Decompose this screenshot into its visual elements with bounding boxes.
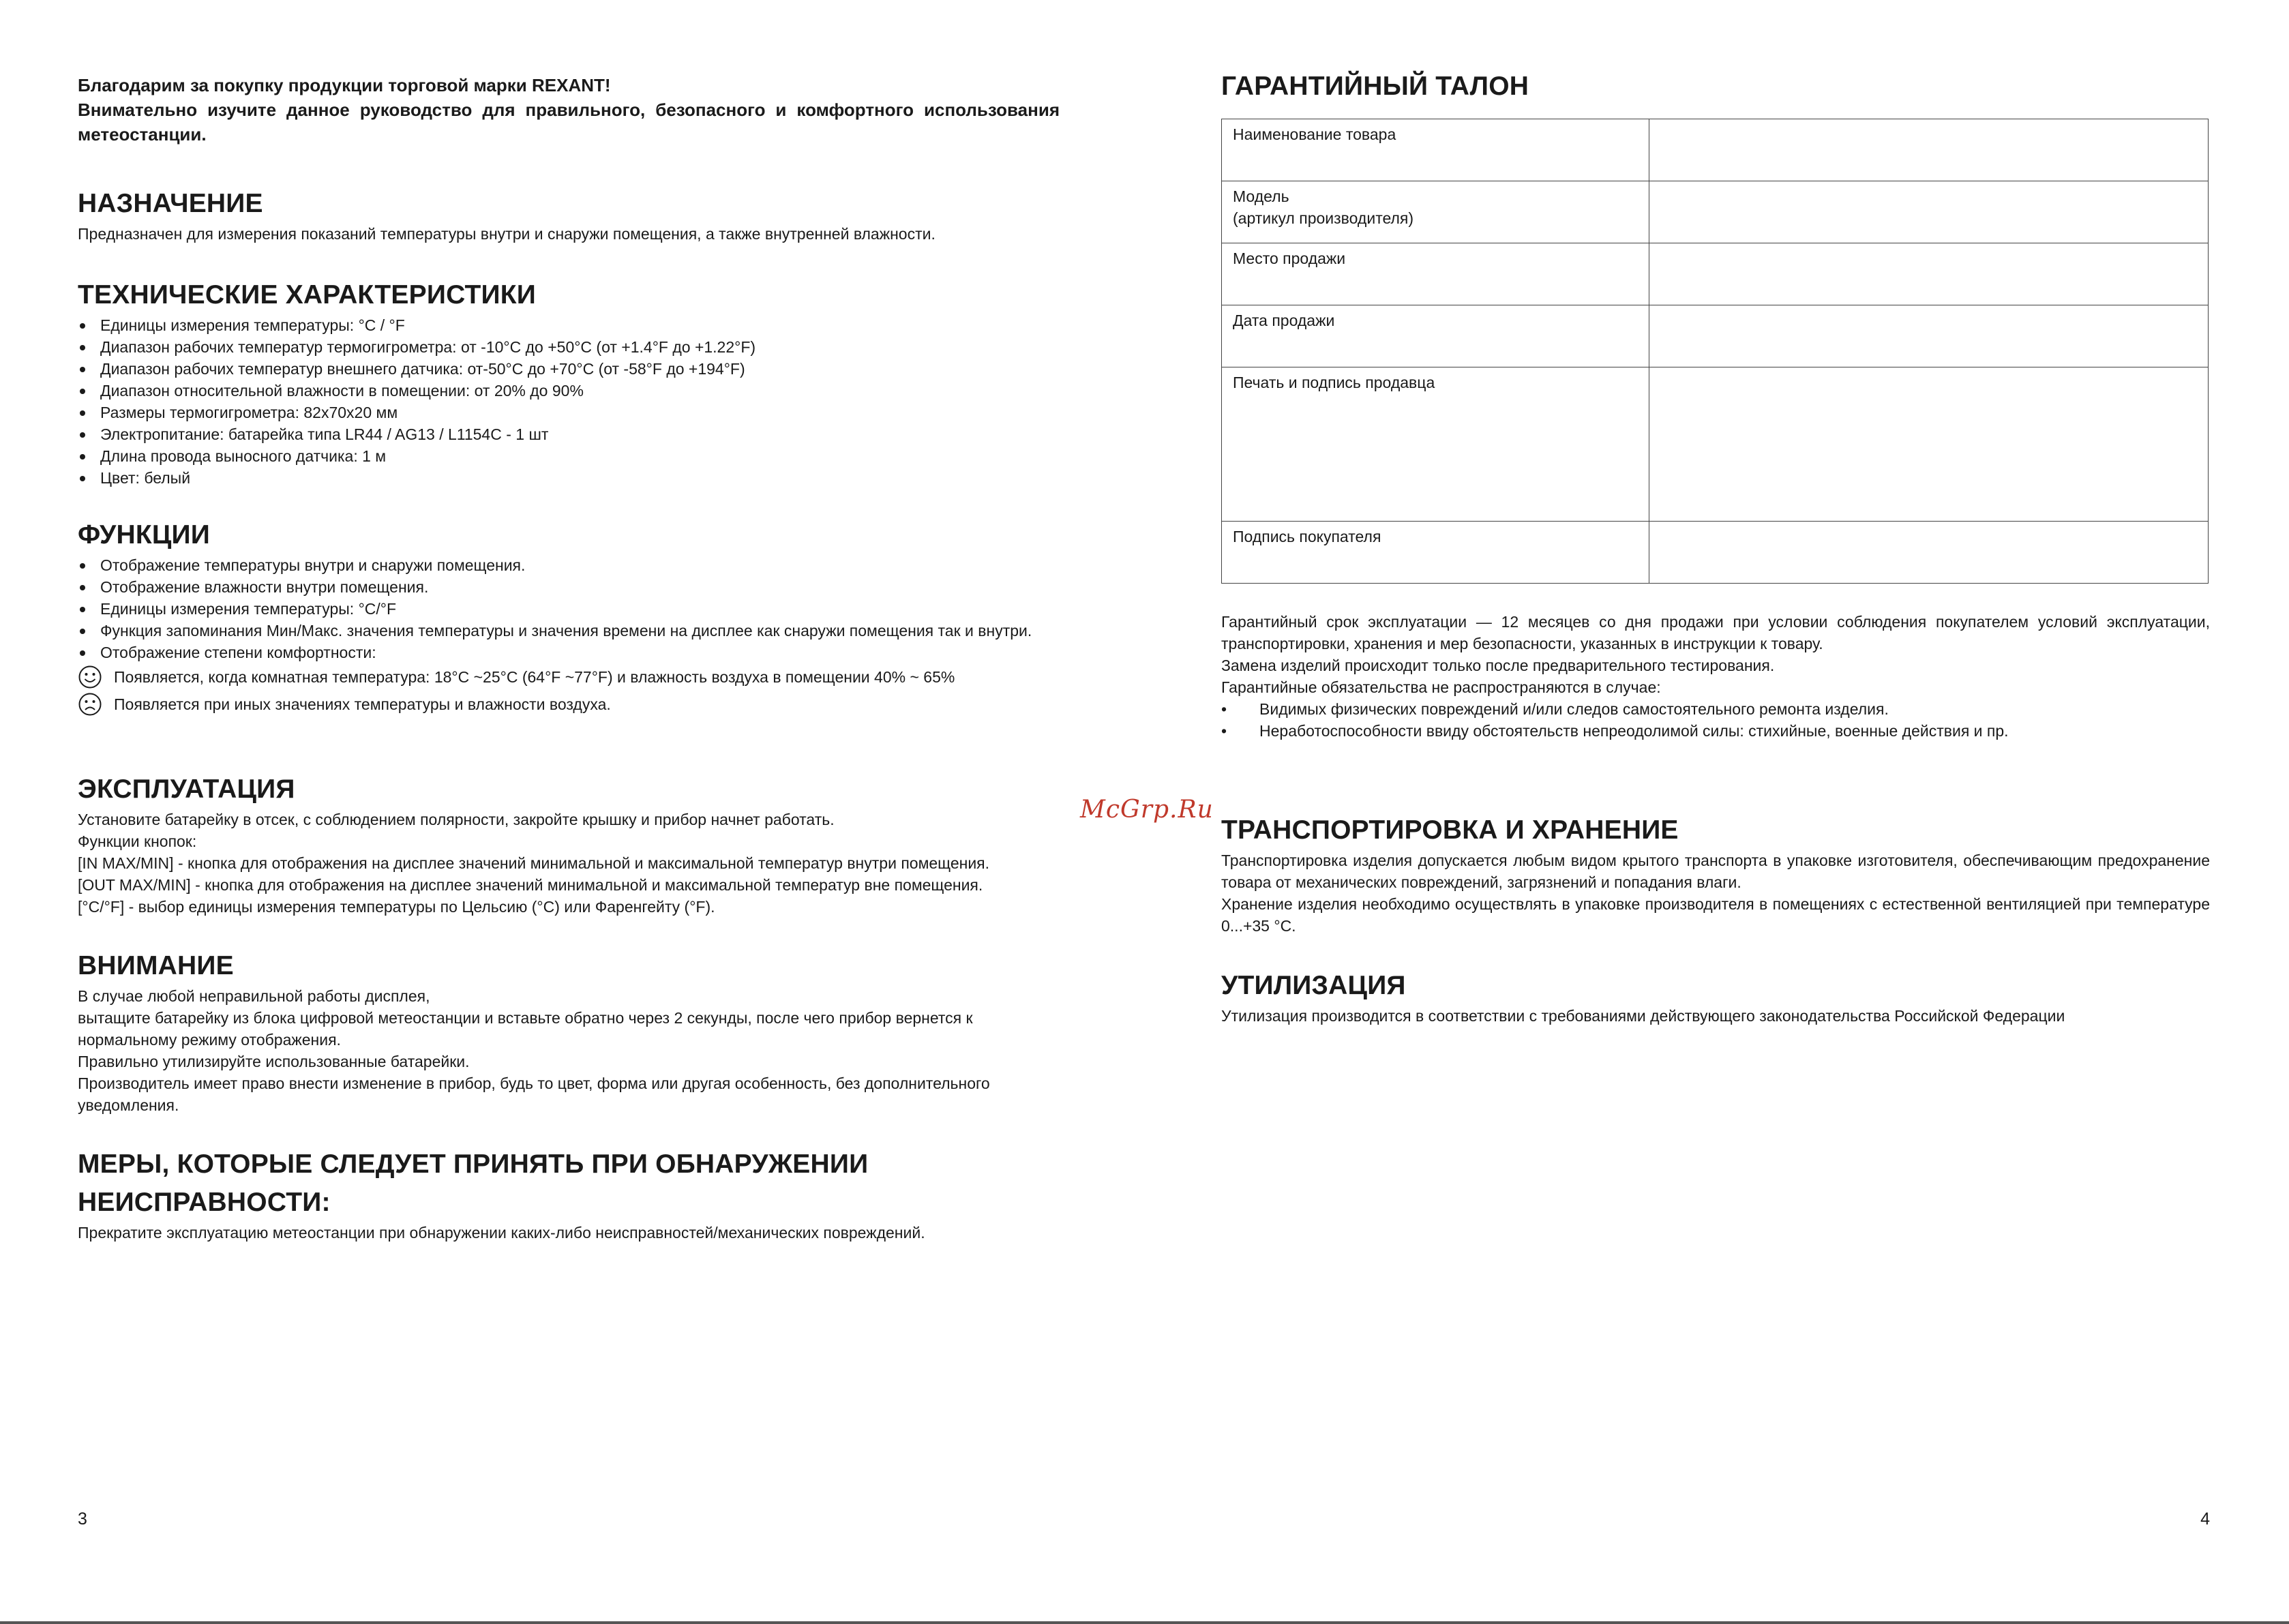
table-label bbox=[1222, 181, 1649, 243]
model-label-note: (артикул производителя) bbox=[1233, 209, 1414, 227]
malfunction-text: Прекратите эксплуатацию метеостанции при обнаружении каких-либо неисправностей/механических повреждений. bbox=[78, 1224, 925, 1242]
table-blank-cell[interactable] bbox=[1649, 181, 2209, 243]
disposal-text: Утилизация производится в соответствии с требованиями действующего законодательства Российской Федерации bbox=[1221, 1007, 2065, 1025]
transport-line: Хранение изделия необходимо осуществлять в упаковке производителя в помещениях с естественной вентиляцией при температуре 0...+35 °С. bbox=[1221, 895, 2210, 935]
section-title: ТЕХНИЧЕСКИЕ ХАРАКТЕРИСТИКИ bbox=[78, 280, 536, 310]
section-title: ЭКСПЛУАТАЦИЯ bbox=[78, 775, 295, 804]
section-malfunction bbox=[78, 1145, 1068, 1244]
comfort-happy-row bbox=[78, 663, 1068, 691]
table-label: Место продажи bbox=[1222, 243, 1649, 305]
intro-read-manual: Внимательно изучите данное руководство для правильного, безопасного и комфортного использования метеостанции. bbox=[78, 100, 1060, 145]
list-item: • Видимых физических повреждений и/или следов самостоятельного ремонта изделия. bbox=[1221, 698, 2210, 720]
table-row bbox=[1222, 181, 2209, 243]
page-number: 3 bbox=[78, 1509, 87, 1529]
attention-line: вытащите батарейку из блока цифровой метеостанции и вставьте обратно через 2 секунды, после чего прибор вернется к нормальному режиму отображения. bbox=[78, 1009, 973, 1049]
warranty-table bbox=[1221, 119, 2209, 584]
bottom-border bbox=[0, 1621, 2289, 1624]
transport-line: Транспортировка изделия допускается любым видом крытого транспорта в упаковке изготовителя, обеспечивающим предохранение товара от механических повреждений, загрязнений и попадания влаги. bbox=[1221, 852, 2210, 891]
operation-line: [IN MAX/MIN] - кнопка для отображения на дисплее значений минимальной и максимальной температур внутри помещения. bbox=[78, 854, 990, 872]
operation-line: Функции кнопок: bbox=[78, 832, 197, 850]
intro-thanks: Благодарим за покупку продукции торговой марки REXANT! bbox=[78, 75, 611, 95]
warranty-terms bbox=[1221, 611, 2210, 742]
model-label: Модель bbox=[1233, 187, 1289, 205]
list-item: Размеры термогигрометра: 82х70х20 мм bbox=[78, 402, 1068, 423]
table-blank-cell[interactable] bbox=[1649, 119, 2209, 181]
page-number: 4 bbox=[2200, 1509, 2210, 1529]
warranty-exclusions bbox=[1221, 698, 2210, 742]
section-title: УТИЛИЗАЦИЯ bbox=[1221, 971, 1406, 1000]
table-row bbox=[1222, 119, 2209, 181]
warranty-line: Гарантийный срок эксплуатации — 12 месяцев со дня продажи при условии соблюдения покупателем условий эксплуатации, транспортировки, хранения и мер безопасности, указанных в инструкции к товару. bbox=[1221, 613, 2210, 652]
list-item: Функция запоминания Мин/Макс. значения температуры и значения времени на дисплее как снаружи помещения так и внутри. bbox=[78, 620, 1068, 642]
table-label: Подпись покупателя bbox=[1222, 522, 1649, 584]
operation-line: [OUT MAX/MIN] - кнопка для отображения на дисплее значений минимальной и максимальной температур вне помещения. bbox=[78, 876, 983, 894]
section-warranty-title bbox=[1221, 67, 2210, 106]
list-item: • Неработоспособности ввиду обстоятельств непреодолимой силы: стихийные, военные действия и пр. bbox=[1221, 720, 2210, 742]
section-title: ФУНКЦИИ bbox=[78, 520, 210, 550]
section-title: НАЗНАЧЕНИЕ bbox=[78, 189, 263, 218]
list-item: Длина провода выносного датчика: 1 м bbox=[78, 445, 1068, 467]
section-specs bbox=[78, 276, 1068, 489]
purpose-text: Предназначен для измерения показаний температуры внутри и снаружи помещения, а также внутренней влажности. bbox=[78, 225, 936, 243]
table-row bbox=[1222, 243, 2209, 305]
section-title: ТРАНСПОРТИРОВКА И ХРАНЕНИЕ bbox=[1221, 815, 1679, 845]
functions-list bbox=[78, 554, 1068, 663]
section-title: ГАРАНТИЙНЫЙ ТАЛОН bbox=[1221, 72, 1529, 101]
table-blank-cell[interactable] bbox=[1649, 522, 2209, 584]
list-item: Отображение температуры внутри и снаружи помещения. bbox=[78, 554, 1068, 576]
list-item: Электропитание: батарейка типа LR44 / AG13 / L1154C - 1 шт bbox=[78, 423, 1068, 445]
warranty-line: Замена изделий происходит только после предварительного тестирования. bbox=[1221, 657, 1775, 674]
section-functions bbox=[78, 516, 1068, 718]
intro bbox=[78, 73, 1060, 147]
list-item: Отображение влажности внутри помещения. bbox=[78, 576, 1068, 598]
comfort-happy-text: Появляется, когда комнатная температура: 18°C ~25°C (64°F ~77°F) и влажность воздуха в помещении 40% ~ 65% bbox=[114, 668, 955, 686]
table-label: Печать и подпись продавца bbox=[1222, 367, 1649, 522]
attention-line: Производитель имеет право внести изменение в прибор, будь то цвет, форма или другая особенность, без дополнительного уведомления. bbox=[78, 1074, 990, 1114]
operation-line: Установите батарейку в отсек, с соблюдением полярности, закройте крышку и прибор начнет работать. bbox=[78, 811, 835, 828]
section-attention bbox=[78, 947, 1068, 1116]
comfort-sad-text: Появляется при иных значениях температуры и влажности воздуха. bbox=[114, 695, 611, 713]
attention-line: Правильно утилизируйте использованные батарейки. bbox=[78, 1053, 470, 1070]
smiley-happy-icon bbox=[78, 665, 102, 689]
list-item: Единицы измерения температуры: °C / °F bbox=[78, 314, 1068, 336]
list-item: Диапазон рабочих температур внешнего датчика: от-50°C до +70°C (от -58°F до +194°F) bbox=[78, 358, 1068, 380]
section-title-cont: НЕИСПРАВНОСТИ: bbox=[78, 1188, 331, 1217]
table-label: Наименование товара bbox=[1222, 119, 1649, 181]
section-transport bbox=[1221, 811, 2210, 937]
specs-list bbox=[78, 314, 1068, 489]
list-item: Диапазон относительной влажности в помещении: от 20% до 90% bbox=[78, 380, 1068, 402]
attention-line: В случае любой неправильной работы дисплея, bbox=[78, 987, 430, 1005]
table-row bbox=[1222, 522, 2209, 584]
watermark: McGrp.Ru bbox=[1080, 796, 1214, 824]
section-operation bbox=[78, 770, 1068, 918]
table-label: Дата продажи bbox=[1222, 305, 1649, 367]
table-blank-cell[interactable] bbox=[1649, 367, 2209, 522]
list-item: Единицы измерения температуры: °C/°F bbox=[78, 598, 1068, 620]
table-blank-cell[interactable] bbox=[1649, 243, 2209, 305]
table-row bbox=[1222, 367, 2209, 522]
warranty-line: Гарантийные обязательства не распространяются в случае: bbox=[1221, 678, 1661, 696]
list-item: Цвет: белый bbox=[78, 467, 1068, 489]
comfort-sad-row bbox=[78, 691, 1068, 718]
section-title: ВНИМАНИЕ bbox=[78, 951, 234, 980]
list-item: Отображение степени комфортности: bbox=[78, 642, 1068, 663]
smiley-sad-icon bbox=[78, 692, 102, 717]
table-blank-cell[interactable] bbox=[1649, 305, 2209, 367]
section-purpose bbox=[78, 185, 1068, 245]
list-item: Диапазон рабочих температур термогигрометра: от -10°C до +50°C (от +1.4°F до +1.22°F) bbox=[78, 336, 1068, 358]
section-disposal bbox=[1221, 967, 2210, 1027]
table-row bbox=[1222, 305, 2209, 367]
operation-line: [°C/°F] - выбор единицы измерения температуры по Цельсию (°C) или Фаренгейту (°F). bbox=[78, 898, 715, 916]
section-title: МЕРЫ, КОТОРЫЕ СЛЕДУЕТ ПРИНЯТЬ ПРИ ОБНАРУЖЕНИИ bbox=[78, 1149, 869, 1179]
